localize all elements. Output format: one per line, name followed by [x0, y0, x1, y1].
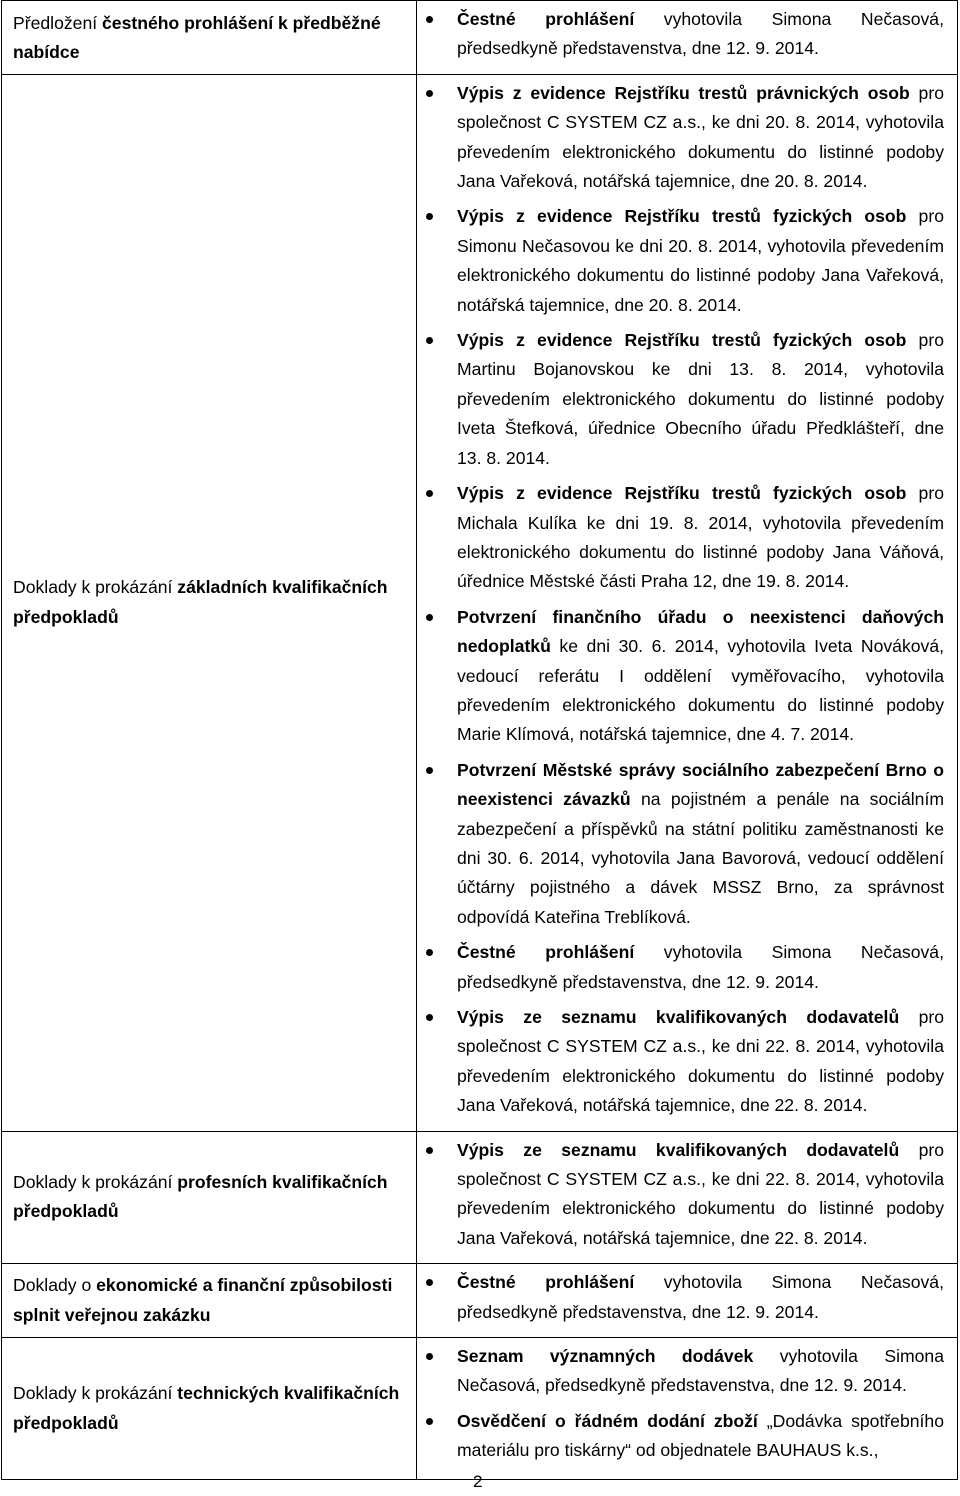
row-items-cell	[417, 1131, 958, 1264]
text: pro společnost C SYSTEM CZ a.s., ke dni 22. 8. 2014, vyhotovila převedením elektronického dokumentu do listinné podoby Jana Vařeková, notářská tajemnice, dne 22. 8. 2014.	[457, 1007, 944, 1116]
row-label-cell	[2, 1264, 417, 1338]
list-item-text	[457, 479, 944, 597]
bold-text: Potvrzení Městské správy sociálního zabezpečení Brno o neexistenci závazků	[457, 759, 944, 810]
row-label-cell	[2, 74, 417, 1131]
list-item	[457, 326, 944, 473]
text: ke dni 30. 6. 2014, vyhotovila Iveta Nováková, vedoucí referátu I oddělení vyměřovacího, vyhotovila převedením elektronického dokumentu do listinné podoby Marie Klímová, notářská tajemnice, dne 4. 7. 2014.	[457, 636, 944, 745]
text: Předložení	[13, 13, 102, 33]
bullet-icon	[426, 16, 433, 23]
text: pro společnost C SYSTEM CZ a.s., ke dni 20. 8. 2014, vyhotovila převedením elektronického dokumentu do listinné podoby Jana Vařeková, notářská tajemnice, dne 20. 8. 2014.	[457, 82, 944, 192]
bullet-icon	[426, 337, 433, 344]
list-item-text	[457, 1407, 944, 1466]
list-item	[457, 603, 944, 750]
list-item-text	[457, 938, 944, 997]
list-item-text	[457, 5, 944, 64]
bold-text: čestného prohlášení	[102, 13, 274, 33]
text: pro Martinu Bojanovskou ke dni 13. 8. 2014, vyhotovila převedením elektronického dokumentu do listinné podoby Iveta Štefková, úřednice Obecního úřadu Předklášteří, dne 13. 8. 2014.	[457, 330, 944, 468]
bold-text: Čestné prohlášení	[457, 9, 635, 29]
list-item	[457, 1407, 944, 1466]
bold-text: profesních	[177, 1172, 268, 1193]
text: vyhotovila Simona Nečasová, předsedkyně představenstva, dne 12. 9. 2014.	[457, 942, 944, 992]
list-item	[457, 5, 944, 64]
text: Doklady k prokázání	[13, 1172, 178, 1193]
text: „Dodávka spotřebního materiálu pro tiskárny“ od objednatele BAUHAUS k.s.,	[457, 1410, 944, 1461]
table-row	[2, 1131, 958, 1264]
bullet-icon	[426, 213, 433, 220]
page-number: 2	[473, 1472, 483, 1491]
text: vyhotovila Simona Nečasová, předsedkyně představenstva, dne 12. 9. 2014.	[457, 1346, 944, 1396]
row-items-cell	[417, 1338, 958, 1480]
bullet-icon	[426, 949, 433, 956]
list-item-text	[457, 603, 944, 750]
row-label-cell	[2, 1, 417, 75]
bold-text: Výpis z evidence Rejstříku trestů fyzických osob	[457, 206, 907, 227]
bold-text: Seznam významných dodávek	[457, 1346, 754, 1367]
row-items-cell	[417, 1264, 958, 1338]
text: pro Simonu Nečasovou ke dni 20. 8. 2014, vyhotovila převedením elektronického dokumentu do listinné podoby Jana Vařeková, notářská tajemnice, dne 20. 8. 2014.	[457, 206, 944, 315]
bold-text: Potvrzení finančního úřadu o neexistenci daňových nedoplatků	[457, 606, 944, 657]
table-row	[2, 1, 958, 75]
bold-text: kvalifikačních předpokladů	[13, 1172, 388, 1222]
bold-text: technických	[177, 1383, 279, 1404]
list-item	[457, 1003, 944, 1121]
bullet-icon	[426, 767, 433, 774]
bullet-icon	[426, 490, 433, 497]
list-item	[457, 1268, 944, 1327]
list-item-text	[457, 1003, 944, 1121]
bold-text: k předběžné nabídce	[13, 13, 381, 63]
bold-text: ekonomické a finanční způsobilosti splnit veřejnou zakázku	[13, 1275, 393, 1325]
list-item-text	[457, 202, 944, 320]
text: Doklady o	[13, 1275, 97, 1296]
text: Doklady k prokázání	[13, 577, 178, 598]
text: vyhotovila Simona Nečasová, předsedkyně představenstva, dne 12. 9. 2014.	[457, 9, 944, 59]
bullet-icon	[426, 1147, 433, 1154]
text: na pojistném a penále na sociálním zabezpečení a příspěvků na státní politiku zaměstnanosti ke dni 30. 6. 2014, vyhotovila Jana Bavorová, vedoucí oddělení účtárny pojistného a dávek MSSZ Brno, za správnost odpovídá Kateřina Treblíková.	[457, 789, 944, 927]
bold-text: Výpis z evidence Rejstříku trestů právnických osob	[457, 82, 910, 103]
list-item-text	[457, 1268, 944, 1327]
bullet-icon	[426, 1014, 433, 1021]
bold-text: základních	[177, 577, 268, 598]
text: Doklady k prokázání	[13, 1383, 178, 1404]
list-item	[457, 1136, 944, 1254]
bold-text: Výpis z evidence Rejstříku trestů fyzických osob	[457, 330, 907, 351]
list-item	[457, 756, 944, 932]
list-item	[457, 1342, 944, 1401]
list-item-text	[457, 79, 944, 197]
bold-text: Čestné prohlášení	[457, 1272, 635, 1293]
text: pro Michala Kulíka ke dni 19. 8. 2014, vyhotovila převedením elektronického dokumentu do listinné podoby Jana Váňová, úřednice Městské části Praha 12, dne 19. 8. 2014.	[457, 483, 944, 592]
table-row	[2, 74, 958, 1131]
row-items-cell	[417, 1, 958, 75]
list-item	[457, 79, 944, 197]
bold-text: Výpis ze seznamu kvalifikovaných dodavatelů	[457, 1139, 900, 1160]
bold-text: Výpis z evidence Rejstříku trestů fyzických osob	[457, 483, 907, 504]
list-item-text	[457, 1342, 944, 1401]
row-label	[13, 573, 406, 632]
document-table	[1, 0, 958, 1480]
row-label-cell	[2, 1131, 417, 1264]
row-label-cell	[2, 1338, 417, 1480]
row-label	[13, 1168, 406, 1227]
bold-text: kvalifikačních předpokladů	[13, 577, 388, 627]
text: vyhotovila Simona Nečasová, předsedkyně představenstva, dne 12. 9. 2014.	[457, 1272, 944, 1322]
row-label	[13, 9, 406, 68]
table-row	[2, 1338, 958, 1480]
list-item-text	[457, 326, 944, 473]
bold-text: Čestné prohlášení	[457, 942, 635, 963]
row-label	[13, 1271, 406, 1330]
row-label	[13, 1379, 406, 1438]
text: pro společnost C SYSTEM CZ a.s., ke dni 22. 8. 2014, vyhotovila převedením elektronického dokumentu do listinné podoby Jana Vařeková, notářská tajemnice, dne 22. 8. 2014.	[457, 1139, 944, 1248]
list-item	[457, 479, 944, 597]
table-row	[2, 1264, 958, 1338]
bullet-icon	[426, 614, 433, 621]
bold-text: Výpis ze seznamu kvalifikovaných dodavatelů	[457, 1007, 900, 1027]
bullet-icon	[426, 1418, 433, 1425]
row-items-cell	[417, 74, 958, 1131]
bullet-icon	[426, 1353, 433, 1360]
list-item-text	[457, 756, 944, 932]
list-item	[457, 202, 944, 320]
list-item-text	[457, 1136, 944, 1254]
bold-text: kvalifikačních předpokladů	[13, 1383, 400, 1433]
bold-text: Osvědčení o řádném dodání zboží	[457, 1410, 758, 1431]
bullet-icon	[426, 90, 433, 97]
list-item	[457, 938, 944, 997]
bullet-icon	[426, 1279, 433, 1286]
